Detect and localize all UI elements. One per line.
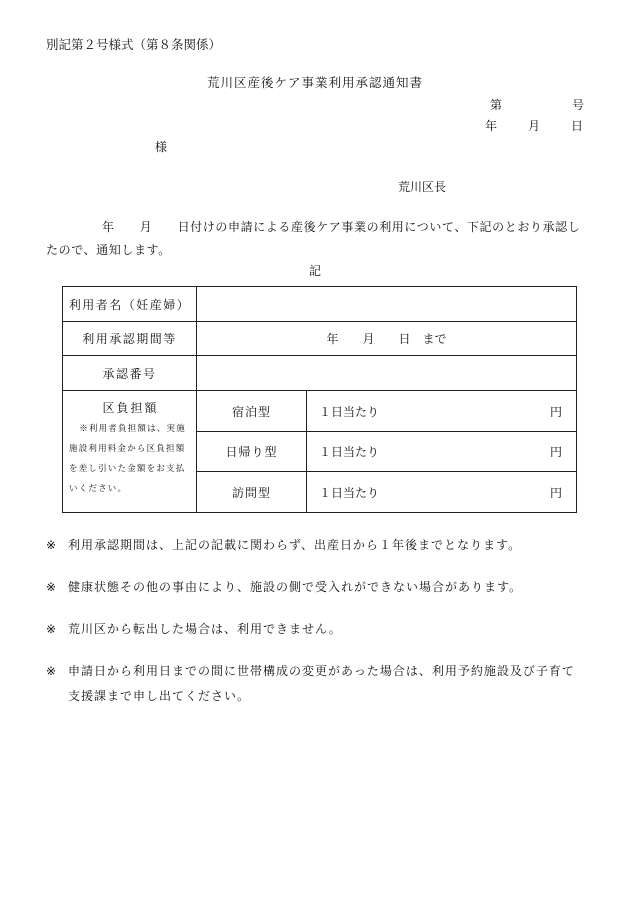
period-value[interactable]: 年 月 日 まで	[197, 322, 577, 356]
body-text: 年 月 日付けの申請による産後ケア事業の利用について、下記のとおり承認したので、通知します。	[46, 220, 581, 257]
service-type: 日帰り型	[197, 432, 307, 472]
note-mark: ※	[46, 622, 58, 636]
user-name-label: 利用者名（妊産婦）	[63, 287, 197, 322]
burden-label: 区負担額	[102, 401, 159, 415]
amount-cell[interactable]	[307, 432, 577, 472]
number-go: 号	[571, 98, 584, 112]
yen-unit: 円	[549, 485, 562, 500]
note-item	[46, 575, 582, 600]
per-day-label: １日当たり	[319, 445, 380, 459]
issue-date-line	[485, 117, 583, 134]
note-item	[46, 617, 582, 642]
user-name-value[interactable]	[197, 287, 577, 322]
document-title: 荒川区産後ケア事業利用承認通知書	[206, 75, 423, 90]
service-type: 訪問型	[197, 472, 307, 513]
yen-unit: 円	[549, 445, 562, 459]
note-mark: ※	[46, 580, 58, 594]
approval-number-row	[63, 356, 577, 391]
yen-unit: 円	[549, 404, 562, 419]
addressee: 様	[155, 140, 168, 154]
burden-row-stay	[63, 391, 577, 432]
burden-note: ※利用者負担額は、実施施設利用料金から区負担額を差し引いた金額をお支払いください。	[69, 424, 186, 494]
form-label: 別記第２号様式（第８条関係）	[46, 37, 222, 52]
approval-number-value[interactable]	[197, 356, 577, 391]
date-year: 年	[485, 119, 498, 133]
date-month: 月	[527, 119, 540, 133]
note-mark: ※	[46, 664, 58, 678]
period-label: 利用承認期間等	[63, 322, 197, 356]
note-item	[46, 659, 582, 709]
number-dai: 第	[490, 98, 503, 112]
note-mark: ※	[46, 538, 58, 552]
per-day-label: １日当たり	[319, 485, 380, 500]
amount-cell[interactable]	[307, 391, 577, 432]
body-paragraph	[46, 216, 582, 262]
issuer: 荒川区長	[398, 180, 447, 194]
user-name-row	[63, 287, 577, 322]
date-day: 日	[570, 119, 583, 133]
notes-list	[46, 533, 582, 726]
note-item	[46, 533, 582, 558]
approval-table	[62, 286, 577, 513]
note-text: 利用承認期間は、上記の記載に関わらず、出産日から１年後までとなります。	[68, 538, 522, 552]
note-text: 申請日から利用日までの間に世帯構成の変更があった場合は、利用予約施設及び子育て支援課まで申し出てください。	[68, 664, 575, 703]
note-text: 荒川区から転出した場合は、利用できません。	[68, 622, 342, 636]
period-row	[63, 322, 577, 356]
service-type: 宿泊型	[197, 391, 307, 432]
note-text: 健康状態その他の事由により、施設の側で受入れができない場合があります。	[68, 580, 523, 594]
per-day-label: １日当たり	[319, 404, 380, 419]
burden-cell	[63, 391, 197, 513]
ki-heading: 記	[308, 264, 321, 278]
approval-number-label: 承認番号	[63, 356, 197, 391]
amount-cell[interactable]	[307, 472, 577, 513]
document-number-line	[490, 96, 584, 113]
